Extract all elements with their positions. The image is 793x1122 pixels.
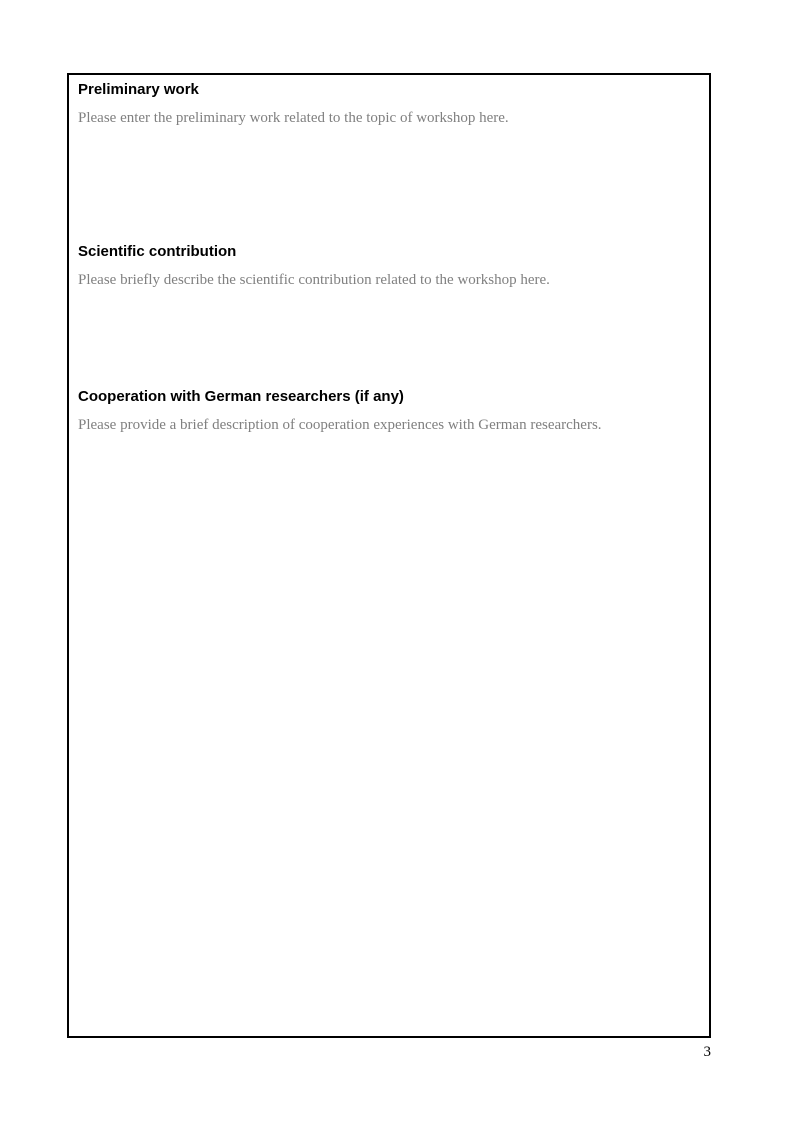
section-preliminary-work[interactable] <box>69 79 709 241</box>
section-placeholder-scientific-contribution: Please briefly describe the scientific contribution related to the workshop here. <box>78 272 550 288</box>
section-heading-scientific-contribution: Scientific contribution <box>78 243 237 260</box>
section-heading-preliminary-work: Preliminary work <box>78 81 199 98</box>
form-box <box>67 73 711 1038</box>
section-placeholder-cooperation-german-researchers: Please provide a brief description of cooperation experiences with German researchers. <box>78 417 602 433</box>
section-placeholder-preliminary-work: Please enter the preliminary work related to the topic of workshop here. <box>78 110 509 126</box>
page-number: 3 <box>703 1044 711 1060</box>
section-cooperation-german-researchers[interactable] <box>69 386 709 1036</box>
section-scientific-contribution[interactable] <box>69 241 709 386</box>
section-heading-cooperation-german-researchers: Cooperation with German researchers (if any) <box>78 388 404 405</box>
